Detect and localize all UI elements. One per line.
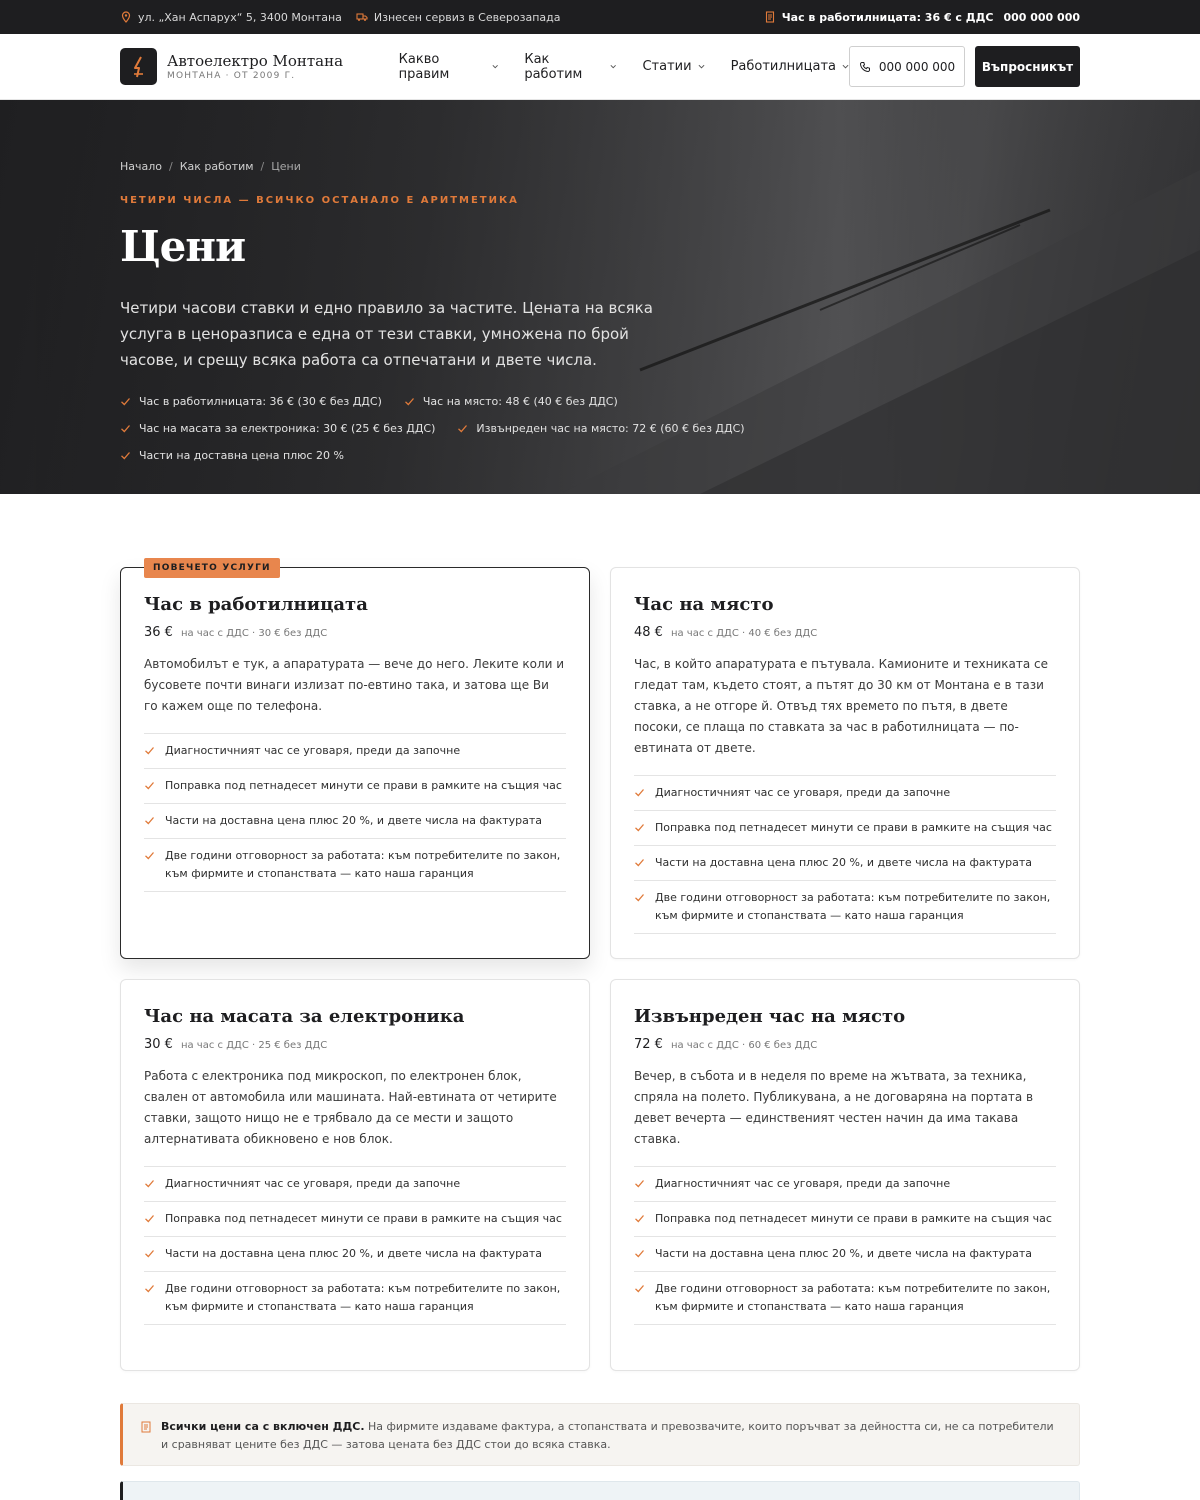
hero-rate-list: [120, 395, 920, 462]
feature-item: [144, 1167, 566, 1202]
pricing-card-electronics-bench: [120, 979, 590, 1371]
price-unit: на час с ДДС · 30 € без ДДС: [180, 628, 328, 639]
check-icon: [634, 787, 645, 798]
feature-item: [144, 1202, 566, 1237]
feature-item: [144, 1237, 566, 1272]
nav-item-what-we-do[interactable]: [399, 52, 499, 82]
top-bar: [0, 0, 1200, 34]
phone-icon: [859, 61, 871, 73]
chevron-down-icon: [842, 63, 849, 70]
check-icon: [634, 1283, 645, 1294]
price-unit: на час с ДДС · 60 € без ДДС: [670, 1040, 818, 1051]
feature-list: [634, 1166, 1056, 1325]
price-amount: 72 €: [634, 1037, 663, 1052]
feature-item: [634, 776, 1056, 811]
rate-info: [764, 11, 1080, 24]
brand-logo-link[interactable]: [120, 48, 371, 85]
nav-label: Какво правим: [398, 51, 450, 82]
feature-text: Поправка под петнадесет минути се прави в рамките на същия час: [165, 1212, 562, 1225]
hero-rate-item: [120, 449, 344, 462]
card-price: [634, 625, 1056, 640]
feature-item: [144, 839, 566, 892]
chevron-down-icon: [610, 63, 616, 70]
site-header: [0, 34, 1200, 100]
hero-rate-item: [120, 422, 435, 435]
breadcrumb-home[interactable]: Начало: [120, 160, 163, 173]
topbar-phone-link[interactable]: 000 000 000: [1003, 10, 1080, 24]
hero-eyebrow: ЧЕТИРИ ЧИСЛА — ВСИЧКО ОСТАНАЛО Е АРИТМЕТИКА: [120, 195, 519, 206]
brand-name: Автоелектро Монтана: [167, 52, 344, 70]
hero-rate-text: Час на място: 48 € (40 € без ДДС): [422, 395, 618, 408]
check-icon: [634, 822, 645, 833]
check-icon: [634, 1213, 645, 1224]
nav-label: Работилницата: [730, 59, 836, 74]
nav-item-how-we-work[interactable]: [524, 52, 616, 82]
info-box: [120, 1481, 1080, 1500]
breadcrumb-separator: /: [169, 160, 173, 173]
card-title: Час на място: [634, 594, 774, 615]
popular-badge: ПОВЕЧЕТО УСЛУГИ: [144, 558, 280, 578]
feature-text: Две години отговорност за работата: към потребителите по закон, към фирмите и стопанствата — като наша гаранция: [655, 891, 1051, 922]
phone-button-label: 000 000 000: [878, 59, 956, 74]
address-text: ул. „Хан Аспарух“ 5, 3400 Монтана: [138, 10, 342, 24]
breadcrumb: [120, 160, 1080, 173]
card-title: Час в работилницата: [144, 594, 368, 615]
price-amount: 48 €: [634, 625, 663, 640]
page-title: Цени: [120, 222, 246, 271]
logo: [120, 48, 157, 85]
price-unit: на час с ДДС · 40 € без ДДС: [670, 628, 818, 639]
feature-item: [634, 1167, 1056, 1202]
pricing-cards: [120, 563, 1080, 1371]
card-price: [144, 1037, 566, 1052]
breadcrumb-current: Цени: [271, 160, 301, 173]
feature-text: Две години отговорност за работата: към потребителите по закон, към фирмите и стопанствата — като наша гаранция: [165, 1282, 561, 1313]
check-icon: [120, 423, 131, 434]
check-icon: [144, 1248, 155, 1259]
hero-rate-text: Извънреден час на място: 72 € (60 € без ДДС): [476, 422, 745, 435]
hero-lead: Четири часови ставки и едно правило за частите. Цената на всяка услуга в ценоразписа е една от тези ставки, умножена по брой часове, и срещу всяка работа са отпечатани и двете числа.: [120, 299, 653, 369]
feature-item: [144, 1272, 566, 1325]
pin-icon: [120, 11, 132, 23]
feature-list: [144, 733, 566, 892]
questionnaire-button[interactable]: Въпросникът: [975, 46, 1080, 87]
feature-text: Диагностичният час се уговаря, преди да започне: [655, 786, 951, 799]
breadcrumb-separator: /: [260, 160, 265, 173]
check-icon: [120, 450, 131, 461]
card-title: Извънреден час на място: [634, 1006, 906, 1027]
hero-rate-text: Части на доставна цена плюс 20 %: [139, 449, 344, 462]
check-icon: [457, 423, 468, 434]
check-icon: [634, 892, 645, 903]
card-description: Работа с електроника под микроскоп, по електронен блок, свален от автомобила или машината. Най-евтината от четирите ставки, защото нищо не е трябвало да се мести и защото алтернативата обикновено е нов блок.: [144, 1069, 557, 1146]
feature-item: [144, 769, 566, 804]
card-title: Час на масата за електроника: [144, 1006, 465, 1027]
feature-item: [634, 1237, 1056, 1272]
check-icon: [144, 1178, 155, 1189]
feature-text: Поправка под петнадесет минути се прави в рамките на същия час: [165, 779, 562, 792]
service-info: [356, 11, 561, 24]
check-icon: [634, 1178, 645, 1189]
feature-text: Части на доставна цена плюс 20 %, и двете числа на фактурата: [165, 814, 543, 827]
check-icon: [144, 745, 155, 756]
check-icon: [404, 396, 415, 407]
breadcrumb-how-we-work[interactable]: Как работим: [179, 160, 254, 173]
check-icon: [634, 857, 645, 868]
feature-item: [634, 1272, 1056, 1325]
card-price: [144, 625, 566, 640]
nav-label: Статии: [642, 59, 692, 74]
rate-label: Час в работилницата: 36 € с ДДС: [781, 10, 994, 24]
chevron-down-icon: [698, 63, 705, 70]
chevron-down-icon: [492, 63, 498, 70]
receipt-icon: [141, 1421, 151, 1433]
feature-text: Диагностичният час се уговаря, преди да започне: [165, 1177, 461, 1190]
feature-item: [634, 881, 1056, 934]
feature-text: Поправка под петнадесет минути се прави в рамките на същия час: [655, 1212, 1052, 1225]
check-icon: [144, 1283, 155, 1294]
hero-rate-item: [404, 395, 618, 408]
bolt-icon: [129, 55, 149, 79]
feature-text: Поправка под петнадесет минути се прави в рамките на същия час: [655, 821, 1052, 834]
hero-rate-text: Час в работилницата: 36 € (30 € без ДДС): [139, 395, 382, 408]
card-description: Вечер, в събота и в неделя по време на жътвата, за техника, спряла на полето. Публикувана, а не договаряна на портата в девет вечерта — единственият честен начин да има такава ставка.: [634, 1069, 1034, 1146]
pricing-card-overtime-onsite: [610, 979, 1080, 1371]
phone-button[interactable]: [849, 46, 965, 87]
vat-note-bold: Всички цени са с включен ДДС.: [161, 1420, 365, 1433]
feature-item: [634, 811, 1056, 846]
card-price: [634, 1037, 1056, 1052]
feature-item: [144, 804, 566, 839]
nav-label: Как работим: [524, 51, 583, 82]
address: [120, 11, 342, 24]
feature-text: Две години отговорност за работата: към потребителите по закон, към фирмите и стопанствата — като наша гаранция: [165, 849, 561, 880]
receipt-icon: [764, 11, 776, 23]
vat-note-text: На фирмите издаваме фактура, а стопанствата и превозвачите, които поръчват за дейността си, не са потребители и сравняват цените без ДДС — затова цената без ДДС стои до всяка ставка.: [161, 1420, 1054, 1451]
check-icon: [144, 850, 155, 861]
feature-text: Части на доставна цена плюс 20 %, и двете числа на фактурата: [655, 856, 1033, 869]
truck-icon: [356, 11, 368, 23]
service-text: Изнесен сервиз в Северозапада: [373, 10, 561, 24]
card-description: Автомобилът е тук, а апаратурата — вече до него. Леките коли и бусовете почти винаги излизат по-евтино така, и затова ще Ви го кажем още по телефона.: [144, 657, 565, 713]
feature-text: Части на доставна цена плюс 20 %, и двете числа на фактурата: [165, 1247, 543, 1260]
check-icon: [144, 815, 155, 826]
check-icon: [634, 1248, 645, 1259]
vat-note: [120, 1403, 1080, 1466]
pricing-card-workshop: [120, 563, 590, 959]
feature-item: [634, 846, 1056, 881]
feature-item: [144, 734, 566, 769]
hero-section: [0, 100, 1200, 494]
hero-rate-item: [457, 422, 744, 435]
card-description: Час, в който апаратурата е пътувала. Камионите и техниката се гледат там, където стоят, а пътят до 30 км от Монтана е в тази ставка, а не отгоре й. Отвъд тях времето по пътя, в двете посоки, се плаща по ставката за час в работилницата — по-евтината от двете.: [634, 657, 1049, 755]
feature-text: Части на доставна цена плюс 20 %, и двете числа на фактурата: [655, 1247, 1033, 1260]
check-icon: [144, 1213, 155, 1224]
main-nav: [399, 52, 849, 82]
feature-text: Две години отговорност за работата: към потребителите по закон, към фирмите и стопанствата — като наша гаранция: [655, 1282, 1051, 1313]
price-unit: на час с ДДС · 25 € без ДДС: [180, 1040, 328, 1051]
pricing-card-onsite: [610, 567, 1080, 959]
nav-item-workshop[interactable]: [731, 52, 849, 82]
feature-text: Диагностичният час се уговаря, преди да започне: [165, 744, 461, 757]
feature-list: [634, 775, 1056, 934]
hero-rate-item: [120, 395, 382, 408]
price-amount: 36 €: [144, 625, 173, 640]
feature-text: Диагностичният час се уговаря, преди да започне: [655, 1177, 951, 1190]
check-icon: [120, 396, 131, 407]
price-amount: 30 €: [144, 1037, 173, 1052]
nav-item-articles[interactable]: [642, 52, 704, 82]
brand-subtitle: МОНТАНА · ОТ 2009 Г.: [167, 71, 296, 81]
feature-list: [144, 1166, 566, 1325]
check-icon: [144, 780, 155, 791]
hero-rate-text: Час на масата за електроника: 30 € (25 € без ДДС): [139, 422, 436, 435]
feature-item: [634, 1202, 1056, 1237]
